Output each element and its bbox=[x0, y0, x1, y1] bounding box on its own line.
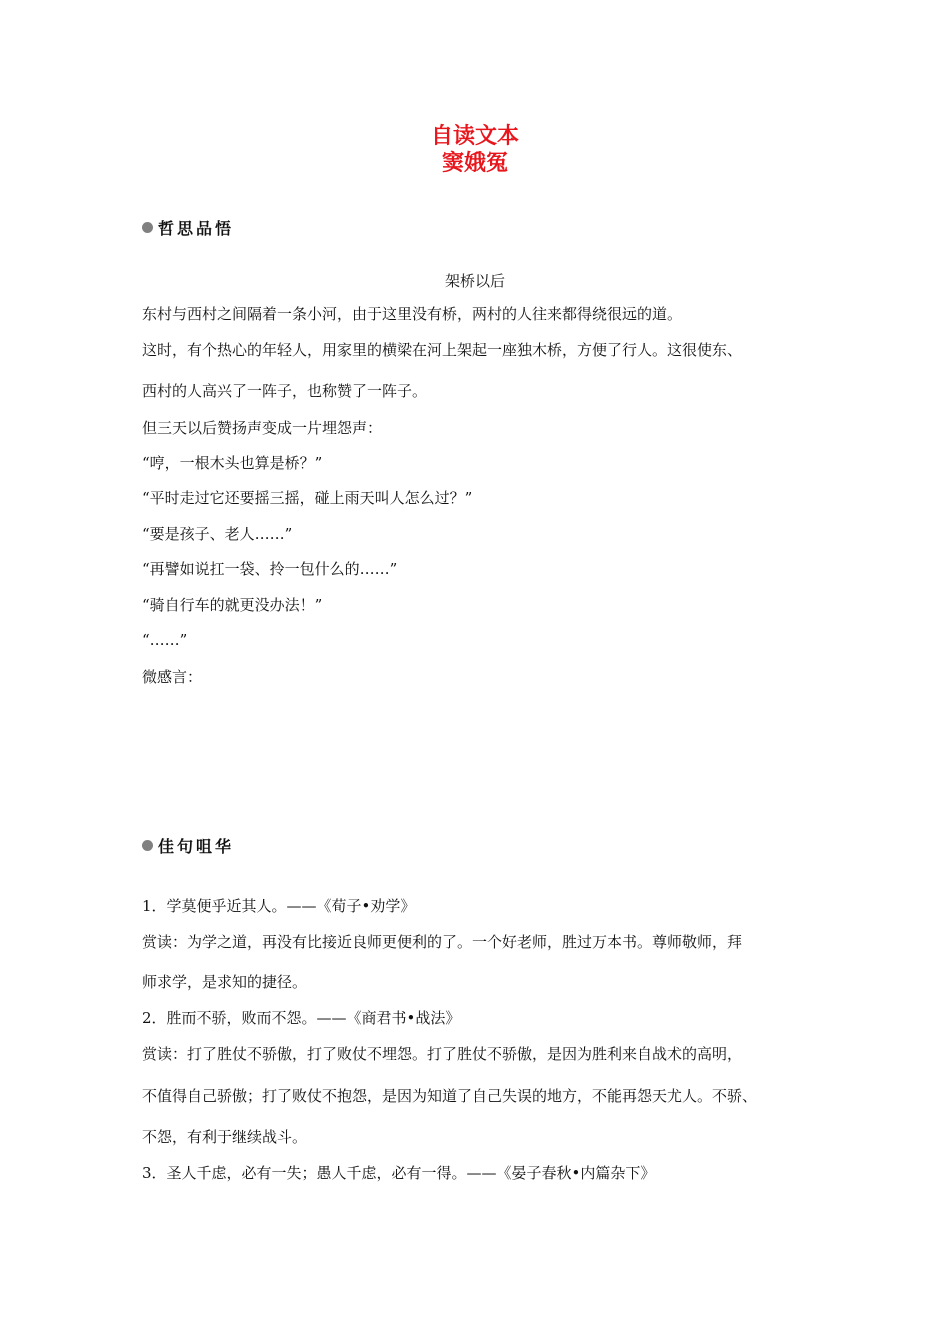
quote-item: 2．胜而不骄，败而不怨。——《商君书•战法》 bbox=[142, 1009, 461, 1027]
section-heading-quotes bbox=[142, 834, 234, 857]
appreciation-line: 师求学，是求知的捷径。 bbox=[142, 973, 308, 991]
page-title-line2: 窦娥冤 bbox=[441, 151, 508, 176]
section-heading-label: 哲思品悟 bbox=[158, 219, 235, 238]
bullet-dot-icon bbox=[142, 222, 153, 233]
quote-line: “平时走过它还要摇三摇，碰上雨天叫人怎么过？” bbox=[142, 489, 473, 507]
quote-line: “再譬如说扛一袋、拎一包什么的……” bbox=[142, 560, 398, 578]
appreciation-line: 不怨，有利于继续战斗。 bbox=[142, 1128, 308, 1146]
section-heading-philosophy bbox=[142, 216, 234, 239]
quote-line: “哼，一根木头也算是桥？” bbox=[142, 454, 323, 472]
paragraph-line: 但三天以后赞扬声变成一片埋怨声： bbox=[142, 419, 383, 437]
appreciation-line: 赏读：打了胜仗不骄傲，打了败仗不埋怨。打了胜仗不骄傲，是因为胜利来自战术的高明， bbox=[142, 1045, 743, 1063]
quote-line: “……” bbox=[142, 631, 188, 649]
quote-line: “要是孩子、老人……” bbox=[142, 525, 293, 543]
paragraph-line: 东村与西村之间隔着一条小河，由于这里没有桥，两村的人往来都得绕很远的道。 bbox=[142, 305, 683, 323]
reflection-prompt: 微感言： bbox=[142, 668, 203, 686]
section-heading-label: 佳句咀华 bbox=[158, 837, 235, 856]
appreciation-line: 不值得自己骄傲；打了败仗不抱怨，是因为知道了自己失误的地方，不能再怨天尤人。不骄、 bbox=[142, 1087, 758, 1105]
page-title-line1: 自读文本 bbox=[430, 124, 519, 149]
quote-item: 1．学莫便乎近其人。——《荀子•劝学》 bbox=[142, 897, 416, 915]
quote-line: “骑自行车的就更没办法！” bbox=[142, 596, 323, 614]
paragraph-line: 这时，有个热心的年轻人，用家里的横梁在河上架起一座独木桥，方便了行人。这很使东、 bbox=[142, 341, 743, 359]
story-title: 架桥以后 bbox=[444, 272, 505, 290]
bullet-dot-icon bbox=[142, 840, 153, 851]
appreciation-line: 赏读：为学之道，再没有比接近良师更便利的了。一个好老师，胜过万本书。尊师敬师，拜 bbox=[142, 933, 743, 951]
quote-item: 3．圣人千虑，必有一失；愚人千虑，必有一得。——《晏子春秋•内篇杂下》 bbox=[142, 1164, 656, 1182]
paragraph-line: 西村的人高兴了一阵子，也称赞了一阵子。 bbox=[142, 382, 428, 400]
